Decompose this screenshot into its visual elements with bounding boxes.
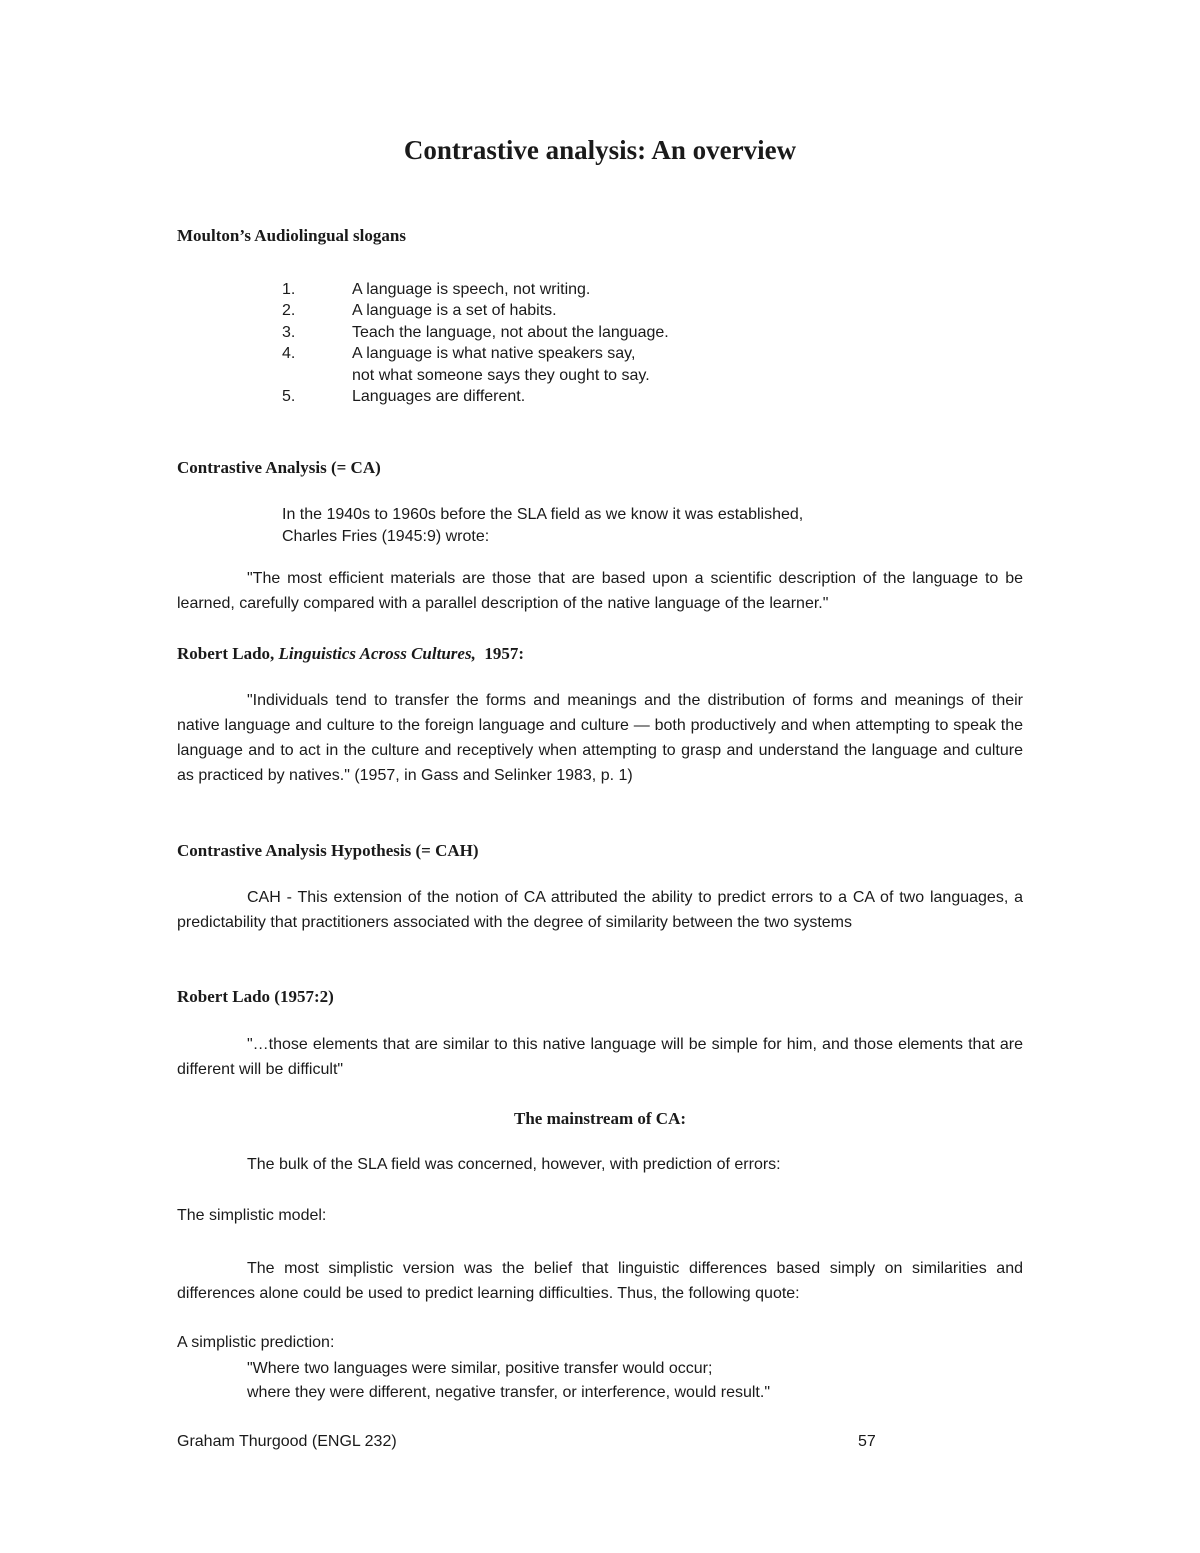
ca-intro-line: In the 1940s to 1960s before the SLA field as we know it was established, (282, 506, 804, 523)
page-title: Contrastive analysis: An overview (403, 135, 797, 165)
prediction-line: "Where two languages were similar, positive transfer would occur; (247, 1360, 713, 1377)
list-number: 5. (282, 388, 296, 405)
lado-1957-heading: Robert Lado, Linguistics Across Cultures, 1957: (177, 644, 524, 663)
moulton-heading: Moulton’s Audiolingual slogans (177, 226, 406, 245)
simplistic-text: The most simplistic version was the belief that linguistic differences based simply on similarities and differences alone could be used to predict learning difficulties. Thus, the following quote: (177, 1260, 1023, 1302)
list-number: 2. (282, 302, 296, 319)
mainstream-heading: The mainstream of CA: (513, 1109, 687, 1128)
prediction-label: A simplistic prediction: (177, 1334, 335, 1351)
list-number: 1. (282, 281, 296, 298)
list-item: A language is speech, not writing. (352, 281, 591, 298)
prediction-line: where they were different, negative transfer, or interference, would result." (247, 1384, 770, 1401)
lado-quote-heading: Robert Lado (1957:2) (177, 987, 334, 1006)
list-item: A language is a set of habits. (352, 302, 557, 319)
list-item-continuation: not what someone says they ought to say. (352, 367, 650, 384)
cah-heading: Contrastive Analysis Hypothesis (= CAH) (177, 841, 479, 860)
footer-author: Graham Thurgood (ENGL 232) (177, 1433, 397, 1450)
lado-1957-quote: "Individuals tend to transfer the forms and meanings and the distribution of forms and meanings of their native language and culture to the foreign language and culture — both productively and when attempting to speak the language and to act in the culture and receptively when attempting to grasp and understand the language and culture as practiced by natives." (1957, in Gass and Selinker 1983, p. 1) (177, 692, 1023, 784)
list-item: A language is what native speakers say, (352, 345, 636, 362)
lado-quote-text: "…those elements that are similar to this native language will be simple for him, and those elements that are different will be difficult" (177, 1036, 1023, 1078)
ca-intro-line: Charles Fries (1945:9) wrote: (282, 528, 490, 545)
mainstream-text: The bulk of the SLA field was concerned, however, with prediction of errors: (247, 1156, 781, 1173)
list-item: Teach the language, not about the language. (352, 324, 669, 341)
list-number: 3. (282, 324, 296, 341)
cah-text: CAH - This extension of the notion of CA attributed the ability to predict errors to a CA of two languages, a predictability that practitioners associated with the degree of similarity between the two systems (177, 889, 1023, 931)
page-number: 57 (858, 1433, 876, 1450)
ca-heading: Contrastive Analysis (= CA) (177, 458, 381, 477)
list-item: Languages are different. (352, 388, 526, 405)
simplistic-label: The simplistic model: (177, 1207, 327, 1224)
list-number: 4. (282, 345, 296, 362)
fries-quote: "The most efficient materials are those that are based upon a scientific description of the language to be learned, carefully compared with a parallel description of the native language of the learner." (177, 570, 1023, 612)
